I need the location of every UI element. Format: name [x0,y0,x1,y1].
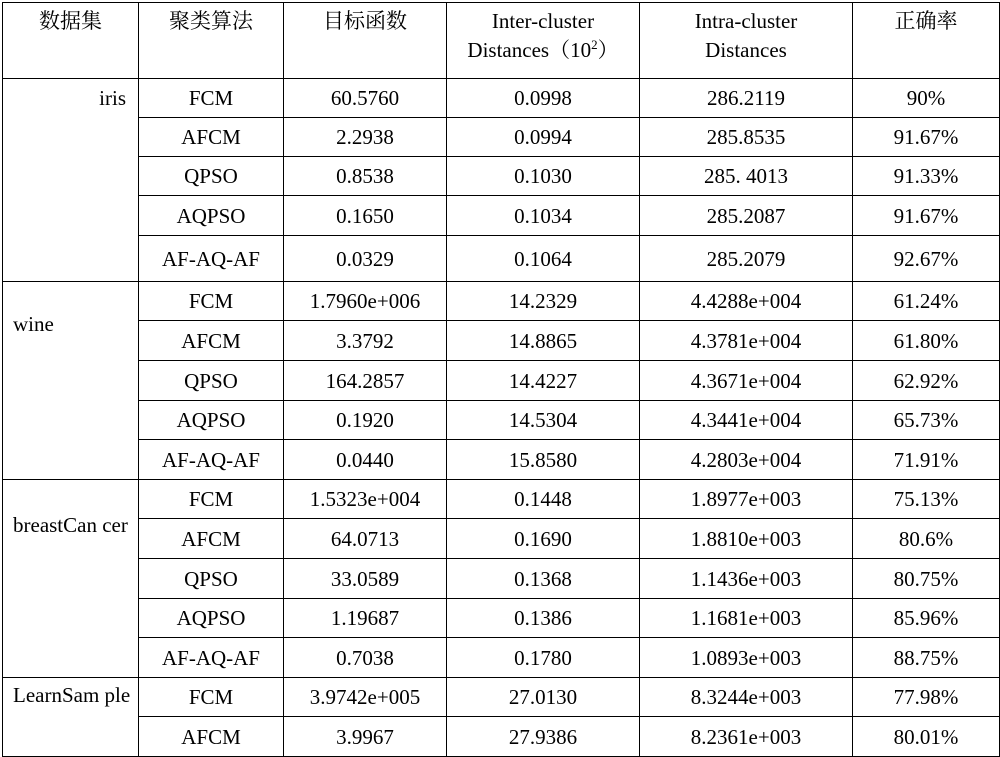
header-intra-line1: Intra-cluster [694,9,798,33]
intra-cell: 285. 4013 [640,157,853,196]
algorithm-cell: AQPSO [139,401,284,440]
objective-cell: 2.2938 [284,118,447,157]
inter-cell: 0.1034 [447,196,640,236]
accuracy-cell: 90% [853,79,1000,118]
inter-cell: 14.8865 [447,321,640,361]
objective-cell: 33.0589 [284,559,447,599]
intra-cell: 285.2087 [640,196,853,236]
header-inter-cluster [447,3,640,79]
intra-cell: 285.8535 [640,118,853,157]
inter-cell: 14.5304 [447,401,640,440]
intra-cell: 4.3441e+004 [640,401,853,440]
inter-cell: 0.1368 [447,559,640,599]
table-row [3,480,1000,519]
table-row [3,79,1000,118]
intra-cell: 8.3244e+003 [640,678,853,717]
inter-cell: 0.1780 [447,638,640,678]
algorithm-cell: AQPSO [139,196,284,236]
table-row [3,678,1000,717]
inter-cell: 0.1386 [447,599,640,638]
objective-cell: 1.5323e+004 [284,480,447,519]
algorithm-cell: AFCM [139,321,284,361]
accuracy-cell: 88.75% [853,638,1000,678]
algorithm-cell: AQPSO [139,599,284,638]
table-row [3,717,1000,757]
table-row [3,638,1000,678]
header-intra-cluster [640,3,853,79]
inter-cell: 14.4227 [447,361,640,401]
intra-cell: 286.2119 [640,79,853,118]
inter-cell: 0.1030 [447,157,640,196]
algorithm-cell: QPSO [139,157,284,196]
inter-cell: 0.1064 [447,236,640,282]
accuracy-cell: 91.67% [853,196,1000,236]
intra-cell: 4.3671e+004 [640,361,853,401]
intra-cell: 1.8977e+003 [640,480,853,519]
intra-cell: 4.3781e+004 [640,321,853,361]
algorithm-cell: AFCM [139,118,284,157]
header-inter-close: ） [597,38,619,62]
results-table [2,2,1000,757]
header-inter-line1: Inter-cluster [491,9,595,33]
inter-cell: 15.8580 [447,440,640,480]
objective-cell: 64.0713 [284,519,447,559]
objective-cell: 0.1920 [284,401,447,440]
table-row [3,559,1000,599]
objective-cell: 60.5760 [284,79,447,118]
table-row [3,599,1000,638]
inter-cell: 0.0994 [447,118,640,157]
header-algorithm: 聚类算法 [139,3,284,79]
accuracy-cell: 80.75% [853,559,1000,599]
header-inter-text: Distances（10 [467,38,592,62]
algorithm-cell: AF-AQ-AF [139,638,284,678]
dataset-cell-breastcancer: breastCan cer [3,480,139,678]
objective-cell: 0.0440 [284,440,447,480]
algorithm-cell: AFCM [139,717,284,757]
objective-cell: 1.19687 [284,599,447,638]
inter-cell: 14.2329 [447,282,640,321]
inter-cell: 27.0130 [447,678,640,717]
accuracy-cell: 65.73% [853,401,1000,440]
intra-cell: 1.1436e+003 [640,559,853,599]
algorithm-cell: QPSO [139,361,284,401]
accuracy-cell: 71.91% [853,440,1000,480]
accuracy-cell: 80.01% [853,717,1000,757]
accuracy-cell: 75.13% [853,480,1000,519]
table-row [3,440,1000,480]
header-row [3,3,1000,79]
table-row [3,361,1000,401]
accuracy-cell: 62.92% [853,361,1000,401]
table-row [3,401,1000,440]
header-dataset: 数据集 [3,3,139,79]
accuracy-cell: 61.80% [853,321,1000,361]
table-row [3,519,1000,559]
header-intra-line2: Distances [705,38,787,62]
intra-cell: 1.0893e+003 [640,638,853,678]
header-inter-exponent: 2 [591,37,598,52]
accuracy-cell: 77.98% [853,678,1000,717]
intra-cell: 4.2803e+004 [640,440,853,480]
header-accuracy: 正确率 [853,3,1000,79]
inter-cell: 0.0998 [447,79,640,118]
accuracy-cell: 92.67% [853,236,1000,282]
inter-cell: 27.9386 [447,717,640,757]
objective-cell: 0.8538 [284,157,447,196]
objective-cell: 1.7960e+006 [284,282,447,321]
objective-cell: 0.7038 [284,638,447,678]
objective-cell: 3.9967 [284,717,447,757]
intra-cell: 4.4288e+004 [640,282,853,321]
accuracy-cell: 61.24% [853,282,1000,321]
algorithm-cell: FCM [139,678,284,717]
accuracy-cell: 85.96% [853,599,1000,638]
accuracy-cell: 91.67% [853,118,1000,157]
intra-cell: 1.8810e+003 [640,519,853,559]
header-inter-line2 [447,36,639,65]
table-row [3,282,1000,321]
intra-cell: 285.2079 [640,236,853,282]
dataset-cell-iris: iris [3,79,139,282]
table-row [3,236,1000,282]
objective-cell: 164.2857 [284,361,447,401]
table-row [3,118,1000,157]
dataset-cell-wine: wine [3,282,139,480]
algorithm-cell: AFCM [139,519,284,559]
intra-cell: 1.1681e+003 [640,599,853,638]
algorithm-cell: FCM [139,480,284,519]
inter-cell: 0.1448 [447,480,640,519]
objective-cell: 0.0329 [284,236,447,282]
accuracy-cell: 80.6% [853,519,1000,559]
algorithm-cell: FCM [139,79,284,118]
algorithm-cell: FCM [139,282,284,321]
accuracy-cell: 91.33% [853,157,1000,196]
dataset-cell-learnsample: LearnSam ple [3,678,139,757]
algorithm-cell: QPSO [139,559,284,599]
inter-cell: 0.1690 [447,519,640,559]
header-objective: 目标函数 [284,3,447,79]
algorithm-cell: AF-AQ-AF [139,236,284,282]
objective-cell: 3.9742e+005 [284,678,447,717]
objective-cell: 3.3792 [284,321,447,361]
intra-cell: 8.2361e+003 [640,717,853,757]
algorithm-cell: AF-AQ-AF [139,440,284,480]
objective-cell: 0.1650 [284,196,447,236]
table-row [3,196,1000,236]
table-row [3,157,1000,196]
table-row [3,321,1000,361]
